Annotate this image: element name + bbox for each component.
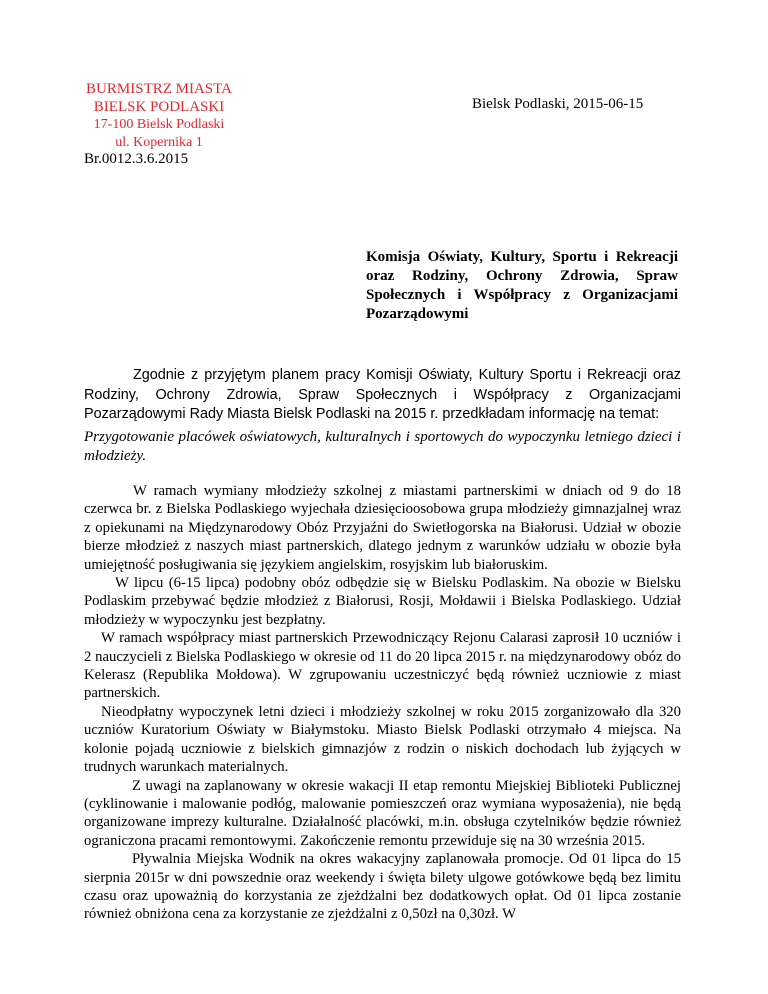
sender-city: BIELSK PODLASKI <box>93 99 225 115</box>
reference-number: Br.0012.3.6.2015 <box>84 151 189 167</box>
recipient-block <box>366 248 678 324</box>
letter-body <box>84 482 681 924</box>
body-paragraph: W ramach wymiany młodzieży szkolnej z miastami partnerskimi w dniach od 9 do 18 czerwca br. z Bielska Podlaskiego wyjechała dziesięcioosobowa grupa młodzieży gimnazjalnej wraz z opiekunami na Międzynarodowy Obóz Przyjaźni do Swietłogorska na Białorusi. Udział w obozie bierze młodzież z naszych miast partnerskich, dlatego jednym z warunków udziału w obozie była umiejętność posługiwania się językiem angielskim, rosyjskim lub białoruskim. <box>84 483 681 573</box>
body-paragraph: Nieodpłatny wypoczynek letni dzieci i młodzieży szkolnej w roku 2015 zorganizowało dla 320 uczniów Kuratorium Oświaty w Białymstoku. Miasto Bielsk Podlaski otrzymało 4 miejsca. Na kolonie pojadą uczniowie z bielskich gimnazjów z rodzin o niskich dochodach lub żyjących w trudnych warunkach materialnych. <box>84 703 681 776</box>
sender-block <box>84 80 234 152</box>
body-paragraph: W lipcu (6-15 lipca) podobny obóz odbędzie się w Bielsku Podlaskim. Na obozie w Bielsku Podlaskim przebywać będzie młodzież z Białorusi, Rosji, Mołdawii i Bielska Podlaskiego. Udział młodzieży w wypoczynku jest bezpłatny. <box>84 575 681 628</box>
topic-line: Przygotowanie placówek oświatowych, kulturalnych i sportowych do wypoczynku letniego dzieci i młodzieży. <box>84 429 681 464</box>
body-paragraph: Z uwagi na zaplanowany w okresie wakacji II etap remontu Miejskiej Biblioteki Publicznej (cyklinowanie i malowanie podłóg, malowanie pomieszczeń oraz wymiana wyposażenia), nie będą organizowane imprezy kulturalne. Działalność placówki, m.in. obsługa czytelników będzie również ograniczona pracami remontowymi. Zakończenie remontu przewiduje się na 30 września 2015. <box>84 777 681 849</box>
body-paragraph: W ramach współpracy miast partnerskich Przewodniczący Rejonu Calarasi zaprosił 10 uczniów i 2 nauczycieli z Bielska Podlaskiego w okresie od 11 do 20 lipca 2015 r. na międzynarodowy obóz do Kelerasz (Republika Mołdowa). W zgrupowaniu uczestniczyć będą również uczniowie z miast partnerskich. <box>84 630 681 702</box>
recipient-name: Komisja Oświaty, Kultury, Sportu i Rekreacji oraz Rodziny, Ochrony Zdrowia, Spraw Społecznych i Współpracy z Organizacjami Pozarządowymi <box>366 249 678 322</box>
sender-postal: 17-100 Bielsk Podlaski <box>93 117 225 132</box>
sender-title: BURMISTRZ MIASTA <box>86 81 232 97</box>
body-paragraph: Pływalnia Miejska Wodnik na okres wakacyjny zaplanowała promocje. Od 01 lipca do 15 sierpnia 2015r w dni powszednie oraz weekendy i święta bilety ulgowe gotówkowe będą bez limitu czasu oraz upoważnią do korzystania ze zjeżdżalni bez dodatkowych opłat. Od 01 lipca zostanie również obniżona cena za korzystanie ze zjeżdżalni z 0,50zł na 0,30zł. W <box>84 851 681 923</box>
letter-date: Bielsk Podlaski, 2015-06-15 <box>472 96 644 112</box>
intro-paragraph: Zgodnie z przyjętym planem pracy Komisji Oświaty, Kultury Sportu i Rekreacji oraz Rodziny, Ochrony Zdrowia, Spraw Społecznych i Współpracy z Organizacjami Pozarządowymi Rady Miasta Bielsk Podlaski na 2015 r. przedkładam informację na temat: <box>84 367 681 422</box>
sender-street: ul. Kopernika 1 <box>115 135 203 150</box>
